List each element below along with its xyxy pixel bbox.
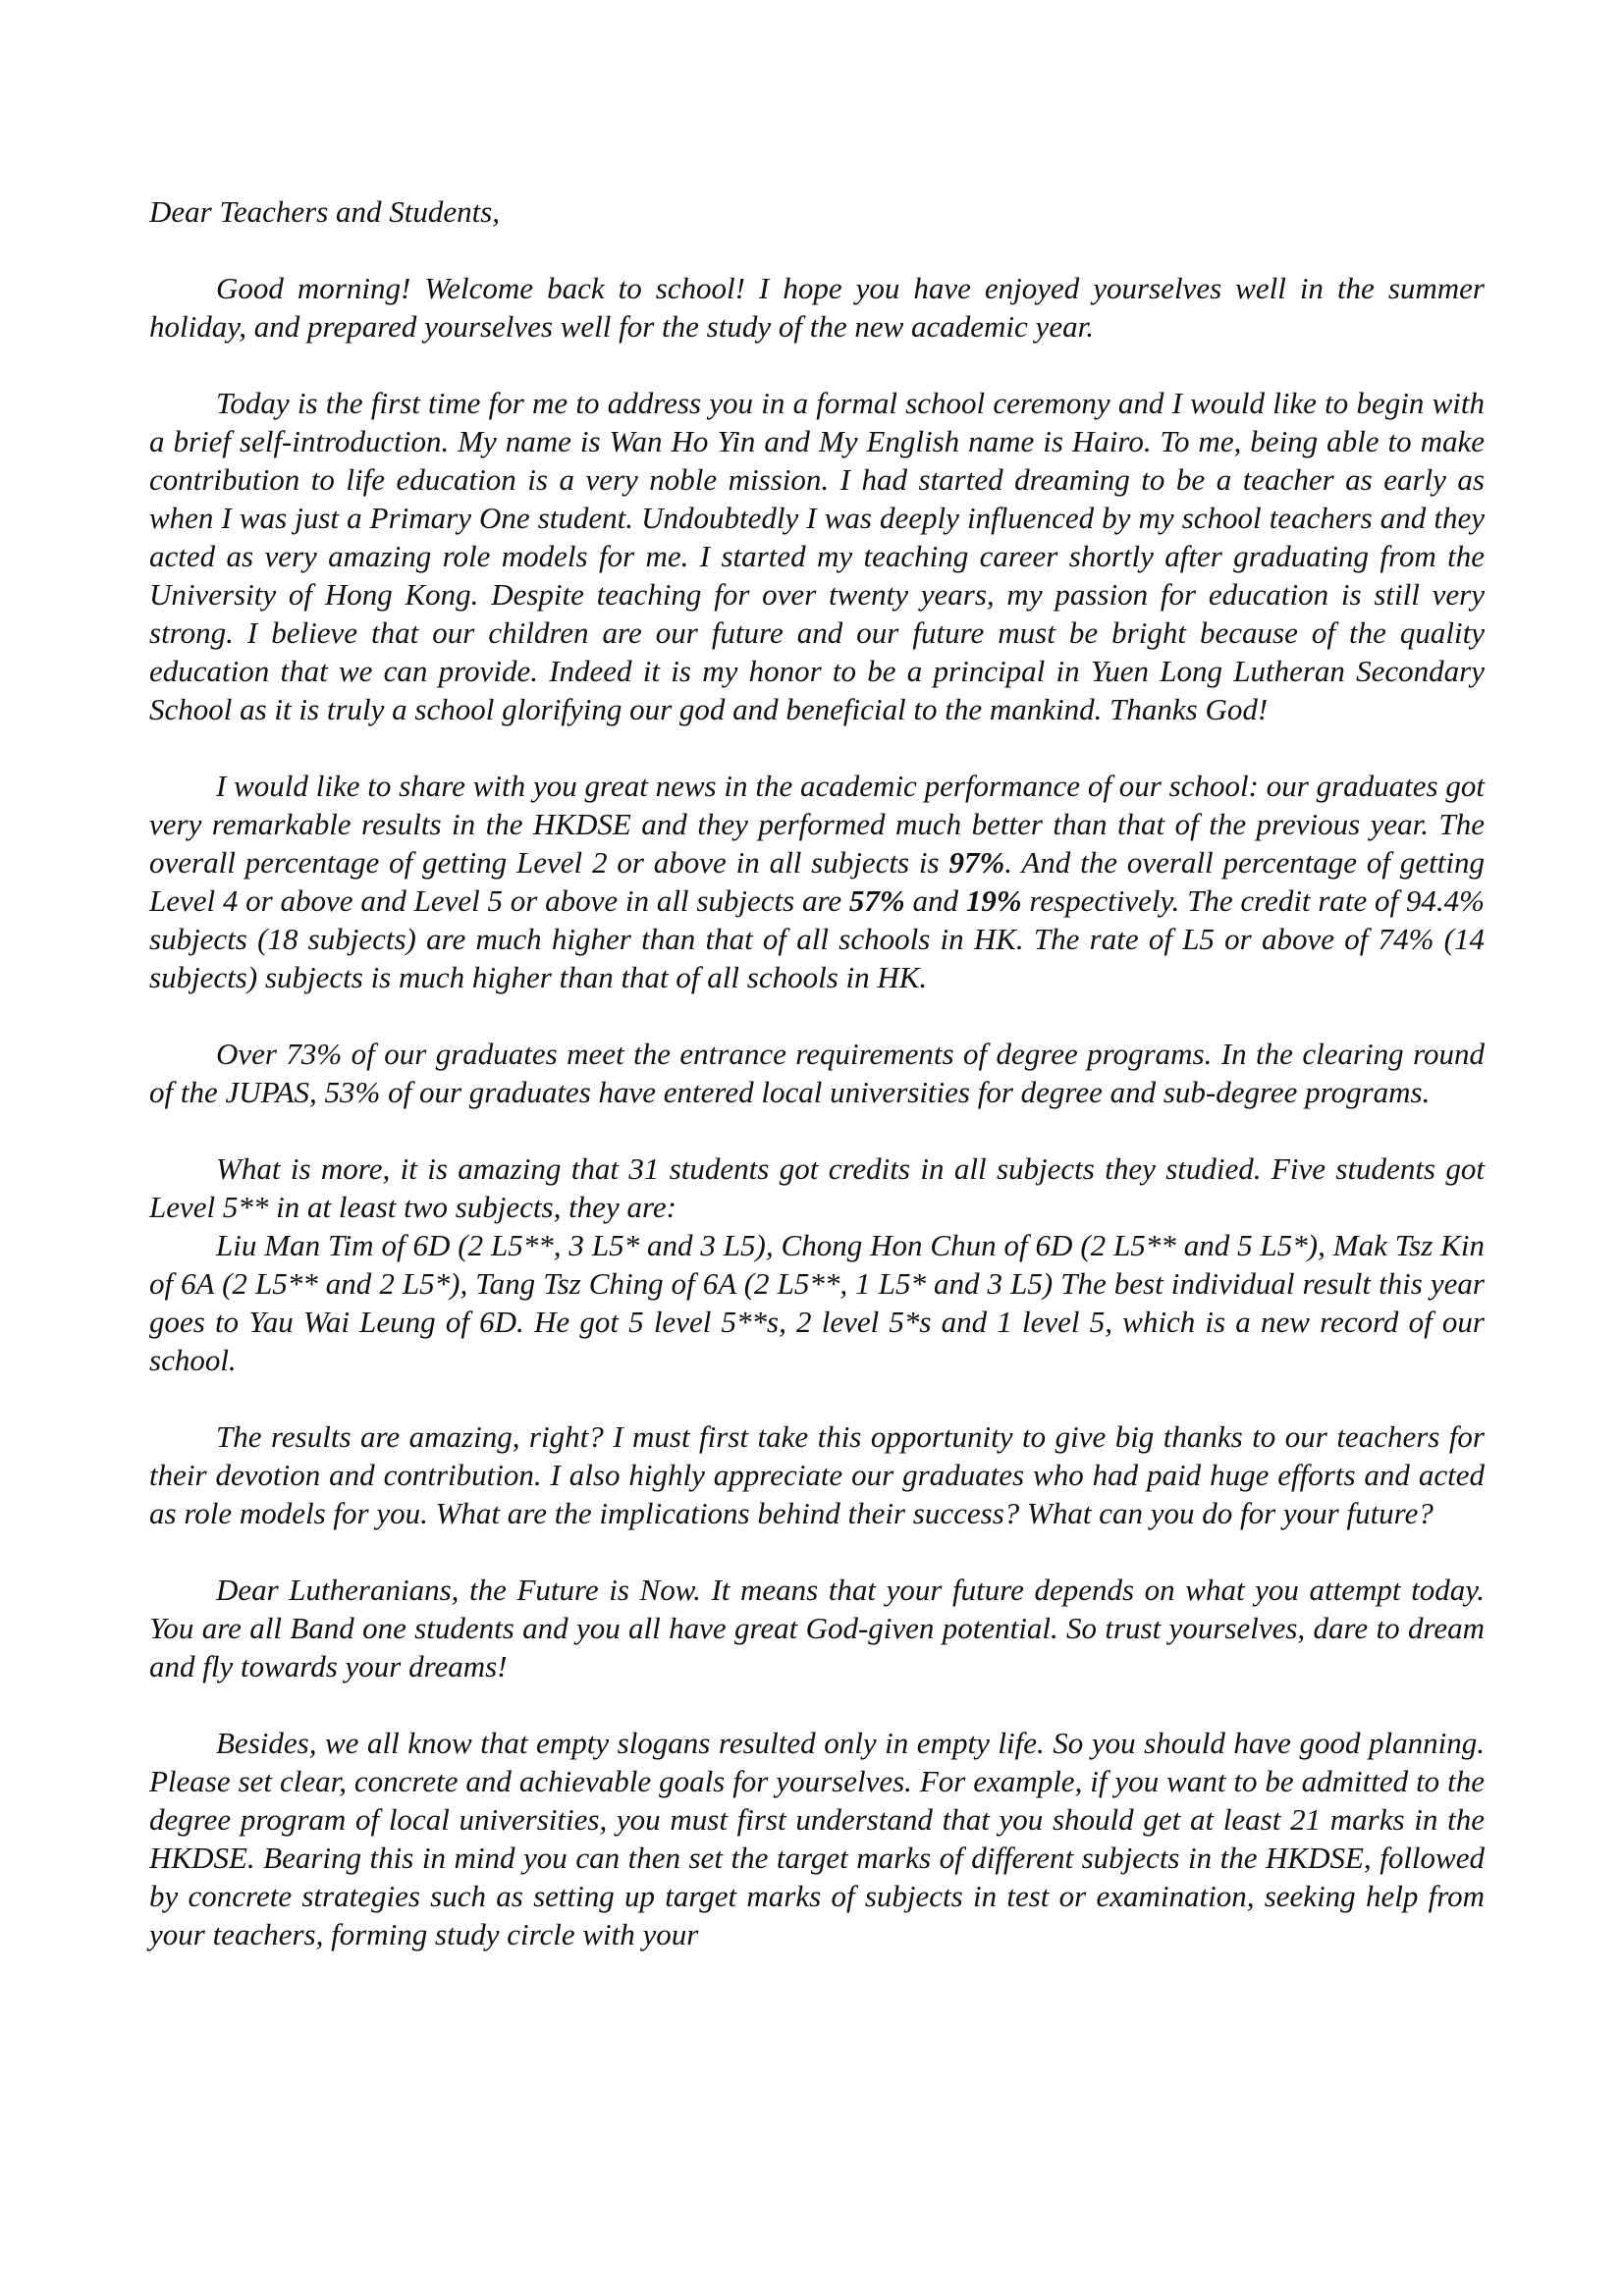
salutation: Dear Teachers and Students, (149, 194, 501, 229)
level-5-percentage: 19% (965, 883, 1022, 918)
paragraph-future-is-now: Dear Lutheranians, the Future is Now. It means that your future depends on what you attempt today. You are all Band one students and you all have great God-given potential. So trust yourselves, dare to dream and fly towards your dreams! (149, 1573, 1485, 1683)
results-text-1: I would like to share with you great news in the academic performance of our school: our graduates got very remarkable results in the HKDSE and they performed much better than that of the previous year. The overall percentage of getting Level 2 or above in all subjects is (149, 769, 1485, 880)
paragraph-welcome: Good morning! Welcome back to school! I hope you have enjoyed yourselves well in the summer holiday, and prepared yourselves well for the study of the new academic year. (149, 271, 1485, 344)
level-4-percentage: 57% (848, 883, 905, 918)
paragraph-credits: What is more, it is amazing that 31 students got credits in all subjects they studied. Five students got Level 5** in at least two subjects, they are: (149, 1151, 1485, 1224)
results-text-2: . And the overall percentage of getting Level 4 or above and Level 5 or above in all subjects are (149, 845, 1485, 918)
results-text-4: respectively. The credit rate of 94.4% subjects (18 subjects) are much higher than that of all schools in HK. The rate of L5 or above of 74% (14 subjects) subjects is much higher than that of all schools in HK. (149, 883, 1485, 994)
paragraph-planning: Besides, we all know that empty slogans resulted only in empty life. So you should have good planning. Please set clear, concrete and achievable goals for yourselves. For example, if you want to be admitted to the degree program of local universities, you must first understand that you should get at least 21 marks in the HKDSE. Bearing this in mind you can then set the target marks of different subjects in the HKDSE, followed by concrete strategies such as setting up target marks of subjects in test or examination, seeking help from your teachers, forming study circle with your (149, 1726, 1485, 1951)
results-text-3: and (904, 883, 966, 918)
level-2-percentage: 97% (948, 845, 1005, 880)
paragraph-self-introduction: Today is the first time for me to address you in a formal school ceremony and I would like to begin with a brief self-introduction. My name is Wan Ho Yin and My English name is Hairo. To me, being able to make contribution to life education is a very noble mission. I had started dreaming to be a teacher as early as when I was just a Primary One student. Undoubtedly I was deeply influenced by my school teachers and they acted as very amazing role models for me. I started my teaching career shortly after graduating from the University of Hong Kong. Despite teaching for over twenty years, my passion for education is still very strong. I believe that our children are our future and our future must be bright because of the quality education that we can provide. Indeed it is my honor to be a principal in Yuen Long Lutheran Secondary School as it is truly a school glorifying our god and beneficial to the mankind. Thanks God! (149, 386, 1485, 726)
paragraph-thanks: The results are amazing, right? I must first take this opportunity to give big thanks to our teachers for their devotion and contribution. I also highly appreciate our graduates who had paid huge efforts and acted as role models for you. What are the implications behind their success? What can you do for your future? (149, 1419, 1485, 1530)
paragraph-academic-results (149, 767, 1485, 996)
paragraph-top-students: Liu Man Tim of 6D (2 L5**, 3 L5* and 3 L5), Chong Hon Chun of 6D (2 L5** and 5 L5*), Mak Tsz Kin of 6A (2 L5** and 2 L5*), Tang Tsz Ching of 6A (2 L5**, 1 L5* and 3 L5) The best individual result this year goes to Yau Wai Leung of 6D. He got 5 level 5**s, 2 level 5*s and 1 level 5, which is a new record of our school. (149, 1228, 1485, 1377)
letter-page (149, 192, 1485, 1992)
paragraph-degree-programs: Over 73% of our graduates meet the entrance requirements of degree programs. In the clearing round of the JUPAS, 53% of our graduates have entered local universities for degree and sub-degree programs. (149, 1037, 1485, 1109)
